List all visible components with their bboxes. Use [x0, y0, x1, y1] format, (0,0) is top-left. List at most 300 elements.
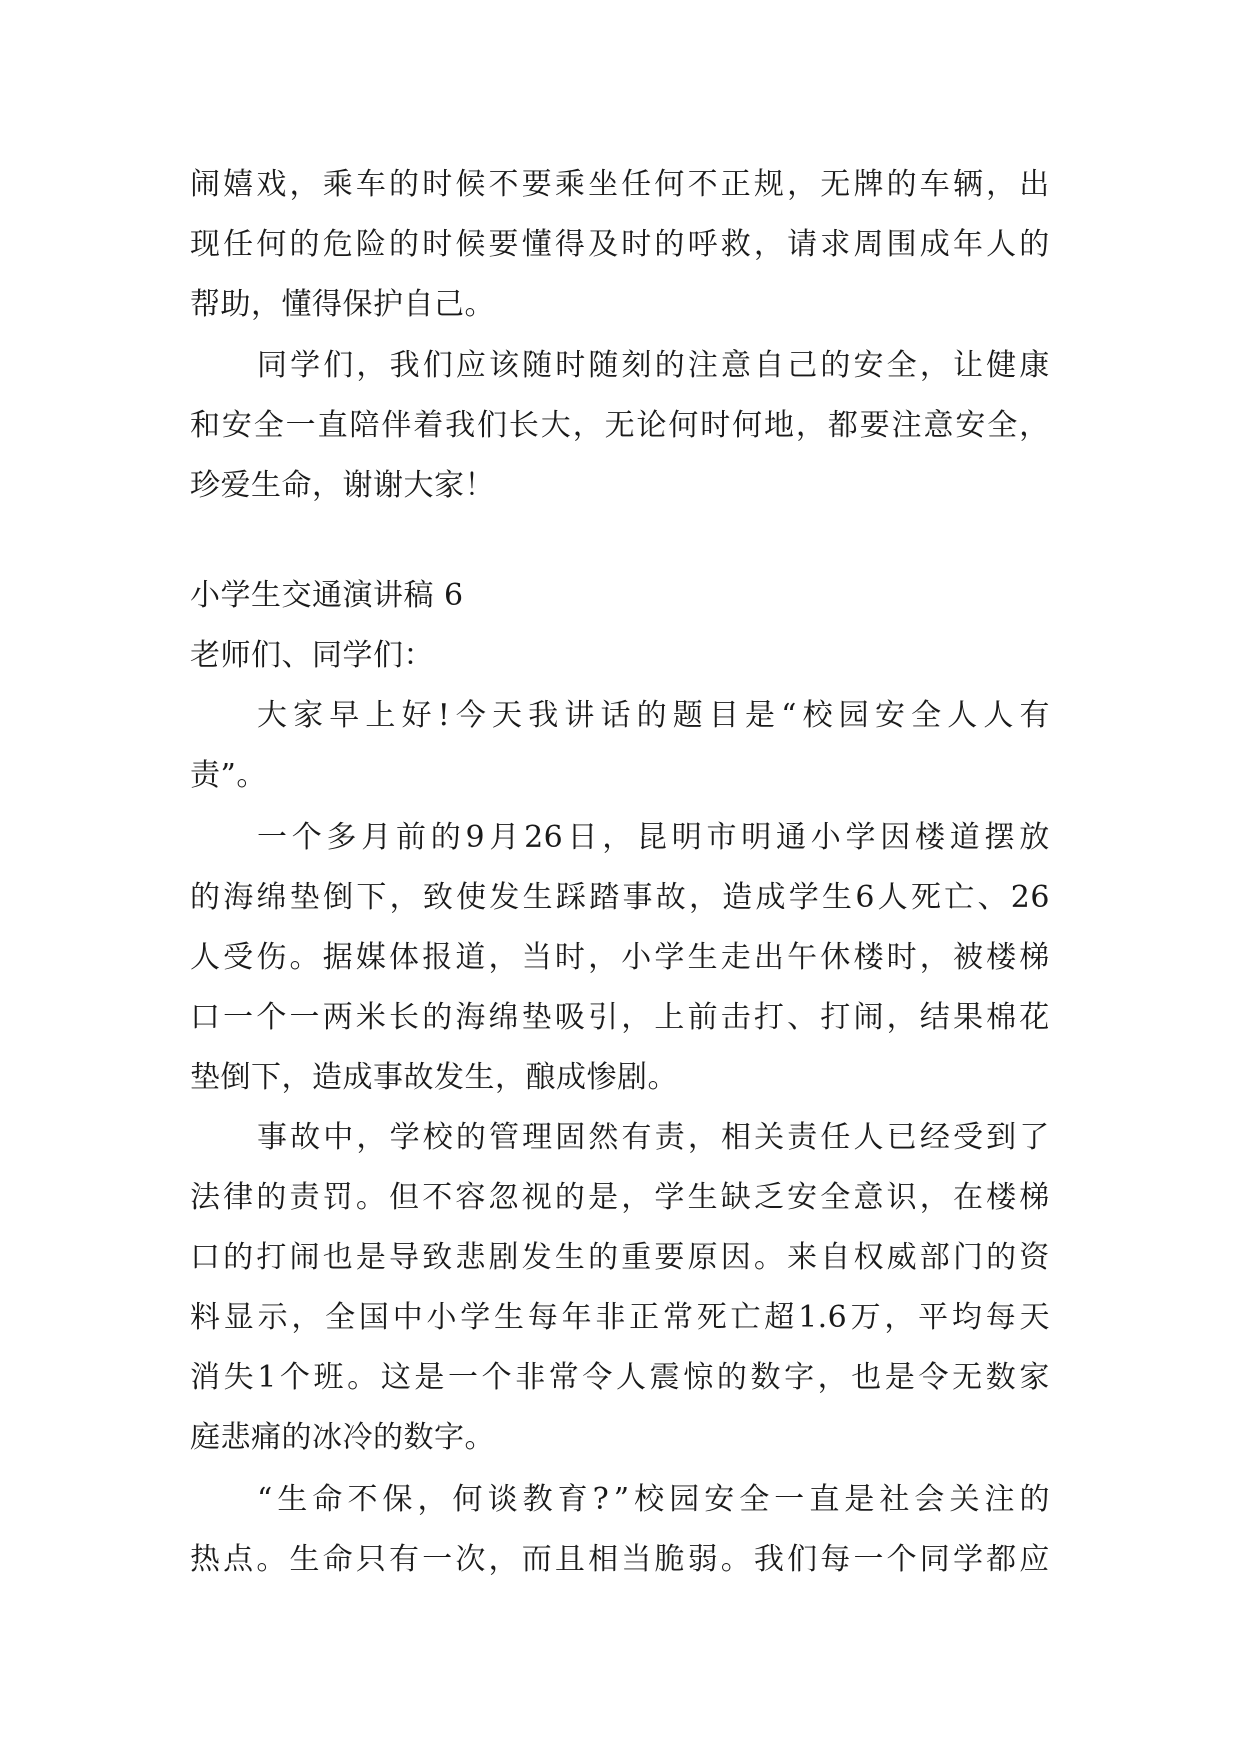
text-glyph: 引	[588, 1000, 619, 1035]
text-glyph: 热	[190, 1542, 221, 1577]
text-glyph: 园	[669, 1482, 700, 1517]
text-glyph: 受	[223, 940, 254, 975]
text-glyph: 社	[879, 1482, 910, 1517]
text-glyph: 不	[422, 1180, 453, 1215]
text-glyph: 何	[668, 408, 699, 443]
text-glyph: 1.6	[798, 1300, 848, 1335]
text-glyph: 全	[886, 348, 918, 383]
text-glyph: 一	[853, 1542, 884, 1577]
text-glyph: 己	[787, 348, 818, 383]
text-line	[190, 878, 1050, 918]
text-glyph: 个	[886, 1542, 918, 1577]
text-glyph: 报	[422, 940, 453, 975]
text-glyph: 口	[190, 1000, 221, 1035]
text-glyph: 意	[720, 348, 752, 383]
text-glyph: 平	[918, 1300, 949, 1335]
text-glyph: 责	[654, 1120, 686, 1155]
text-glyph: 戏	[256, 167, 287, 202]
text-glyph: 会	[914, 1482, 945, 1517]
text-glyph: 倒	[323, 880, 354, 915]
text-glyph: 围	[886, 227, 918, 262]
text-glyph: 出	[1019, 167, 1050, 202]
text-glyph: 当	[521, 940, 553, 975]
text-glyph: 我	[528, 698, 559, 733]
text-glyph: 命	[322, 1542, 354, 1577]
section-title: 小学生交通演讲稿 6	[190, 578, 464, 613]
text-glyph: 我	[389, 348, 421, 383]
text-glyph: 一	[774, 1482, 805, 1517]
text-glyph: 致	[422, 1240, 453, 1275]
text-glyph: ，	[588, 940, 619, 975]
text-glyph: 大	[257, 698, 288, 733]
text-glyph: 原	[687, 1240, 719, 1275]
text-glyph: 和	[190, 408, 221, 443]
text-glyph: 任	[621, 167, 652, 202]
text-glyph: 要	[521, 167, 553, 202]
text-glyph: 时	[422, 227, 453, 262]
text-glyph: 全	[739, 1482, 770, 1517]
text-glyph: 出	[753, 940, 785, 975]
text-glyph: 国	[358, 1300, 390, 1335]
text-glyph: 事	[257, 1120, 288, 1155]
text-glyph: “	[257, 1482, 273, 1517]
text-glyph: 受	[952, 1120, 984, 1155]
text-glyph: 何	[256, 227, 287, 262]
text-glyph: 权	[853, 1240, 884, 1275]
text-glyph: 险	[355, 227, 387, 262]
text-glyph: 生	[289, 1542, 321, 1577]
text-glyph: 人	[877, 880, 909, 915]
text-glyph: 小	[621, 940, 652, 975]
text-glyph: 大	[540, 408, 572, 443]
text-glyph: ，	[356, 1120, 387, 1155]
text-glyph: 都	[827, 408, 859, 443]
text-glyph: 家	[1019, 1360, 1050, 1395]
text-glyph: 请	[787, 227, 818, 262]
text-glyph: 天	[1019, 1300, 1050, 1335]
text-glyph: 只	[355, 1542, 387, 1577]
text-glyph: 论	[636, 408, 667, 443]
text-line	[190, 1298, 1050, 1338]
text-glyph: 一	[285, 408, 317, 443]
text-glyph: ，	[488, 940, 520, 975]
text-glyph: 令	[582, 1360, 613, 1395]
text-glyph: 有	[389, 1542, 420, 1577]
text-glyph: 。	[355, 1180, 387, 1215]
text-glyph: 休	[820, 940, 851, 975]
text-glyph: 的	[1019, 1482, 1050, 1517]
text-glyph: 26	[524, 820, 564, 855]
text-glyph: 求	[820, 227, 851, 262]
text-glyph: 生	[687, 1180, 719, 1215]
text-glyph: 年	[952, 227, 984, 262]
text-line	[257, 696, 1050, 736]
text-glyph: 发	[489, 880, 520, 915]
text-glyph: ，	[289, 167, 321, 202]
text-glyph: 地	[764, 408, 795, 443]
text-glyph: 着	[413, 408, 444, 443]
text-glyph: 闹	[853, 1000, 884, 1035]
text-glyph: 显	[223, 1300, 255, 1335]
text-glyph: 是	[745, 698, 776, 733]
text-glyph: 数	[750, 1360, 781, 1395]
text-glyph: 时	[422, 167, 453, 202]
text-glyph: 相	[588, 1542, 619, 1577]
text-glyph: 亡	[944, 880, 975, 915]
text-glyph: 律	[223, 1180, 254, 1215]
text-glyph: 因	[720, 1240, 752, 1275]
text-glyph: 上	[365, 698, 396, 733]
text-glyph: 早	[329, 698, 360, 733]
text-glyph: 楼	[986, 940, 1017, 975]
text-glyph: 生	[494, 1300, 525, 1335]
text-glyph: 数	[985, 1360, 1017, 1395]
text-glyph: 保	[382, 1482, 413, 1517]
text-glyph: 讲	[564, 698, 595, 733]
text-glyph: 缺	[720, 1180, 752, 1215]
text-glyph: ，	[886, 1000, 918, 1035]
text-glyph: “	[781, 698, 798, 733]
text-glyph: 重	[621, 1240, 652, 1275]
text-glyph: 的	[289, 227, 321, 262]
text-glyph: 的	[636, 698, 668, 733]
text-glyph: 得	[554, 227, 586, 262]
text-glyph: 走	[720, 940, 752, 975]
text-glyph: 的	[554, 1180, 586, 1215]
text-glyph: 惊	[683, 1360, 714, 1395]
text-glyph: ，	[621, 1180, 652, 1215]
text-glyph: 人	[616, 1360, 647, 1395]
text-glyph: 生	[687, 940, 719, 975]
text-glyph: 消	[190, 1360, 221, 1395]
text-glyph: 打	[820, 1000, 851, 1035]
text-glyph: 、	[787, 1000, 818, 1035]
text-glyph: 无	[604, 408, 636, 443]
text-glyph: 部	[919, 1240, 951, 1275]
text-glyph: 安	[853, 348, 885, 383]
text-glyph: 这	[380, 1360, 412, 1395]
text-glyph: 车	[355, 167, 387, 202]
text-glyph: 救	[720, 227, 752, 262]
text-glyph: ，	[389, 880, 421, 915]
text-glyph: 因	[880, 820, 911, 855]
text-glyph: 被	[952, 940, 984, 975]
text-glyph: 呼	[687, 227, 719, 262]
text-glyph: ，	[488, 1542, 520, 1577]
text-glyph: 到	[986, 1120, 1017, 1155]
text-glyph: 相	[720, 1120, 752, 1155]
text-glyph: 应	[1019, 1542, 1050, 1577]
text-glyph: 使	[456, 880, 487, 915]
text-glyph: 注	[984, 1482, 1015, 1517]
text-glyph: 候	[455, 227, 486, 262]
text-glyph: 当	[621, 1542, 652, 1577]
text-glyph: 无	[952, 1360, 983, 1395]
text-line	[257, 818, 1050, 858]
text-glyph: 的	[886, 167, 918, 202]
text-glyph: 的	[588, 1240, 619, 1275]
text-glyph: 全	[911, 698, 942, 733]
text-glyph: 威	[886, 1240, 918, 1275]
text-glyph: 市	[706, 820, 738, 855]
text-line	[190, 225, 1050, 265]
text-glyph: 自	[754, 348, 785, 383]
text-glyph: 题	[672, 698, 704, 733]
text-glyph: 导	[389, 1240, 420, 1275]
text-glyph: 一	[447, 1360, 479, 1395]
text-glyph: 结	[919, 1000, 951, 1035]
text-glyph: 剧	[488, 1240, 520, 1275]
text-line	[190, 998, 1050, 1038]
text-glyph: 责	[289, 1180, 321, 1215]
text-glyph: 小	[810, 820, 842, 855]
text-glyph: 。	[347, 1360, 378, 1395]
text-glyph: 踏	[589, 880, 620, 915]
text-glyph: 也	[322, 1240, 354, 1275]
text-glyph: 中	[392, 1300, 424, 1335]
text-glyph: 学	[654, 1180, 685, 1215]
text-glyph: 乏	[753, 1180, 785, 1215]
text-glyph: 媒	[355, 940, 387, 975]
text-glyph: 打	[753, 1000, 785, 1035]
text-glyph: 班	[313, 1360, 345, 1395]
text-glyph: 坐	[588, 167, 619, 202]
text-glyph: 而	[521, 1542, 553, 1577]
text-glyph: 月	[489, 820, 520, 855]
text-glyph: 校	[802, 698, 834, 733]
text-glyph: 个	[279, 1360, 311, 1395]
text-glyph: 的	[654, 227, 685, 262]
text-glyph: 死	[910, 880, 942, 915]
text-glyph: 前	[687, 1000, 719, 1035]
text-glyph: 垫	[521, 1000, 553, 1035]
text-glyph: 生	[522, 880, 554, 915]
text-glyph: 学	[952, 1542, 984, 1577]
text-glyph: 前	[396, 820, 427, 855]
text-glyph: 任	[820, 1120, 851, 1155]
text-glyph: 话	[600, 698, 631, 733]
text-glyph: ，	[753, 227, 785, 262]
text-glyph: 万	[850, 1300, 882, 1335]
text-glyph: 年	[561, 1300, 593, 1335]
text-glyph: 谈	[487, 1482, 519, 1517]
text-glyph: 资	[1019, 1240, 1050, 1275]
text-glyph: 健	[986, 348, 1017, 383]
text-glyph: 们	[477, 408, 508, 443]
text-glyph: 26	[1010, 880, 1050, 915]
text-glyph: 学	[460, 1300, 491, 1335]
text-glyph: 懂	[521, 227, 553, 262]
text-glyph: 但	[389, 1180, 420, 1215]
text-line	[257, 1118, 1050, 1158]
text-glyph: 理	[522, 1120, 553, 1155]
text-glyph: 危	[322, 227, 354, 262]
text-glyph: 日	[567, 820, 599, 855]
text-glyph: 人	[983, 698, 1014, 733]
text-glyph: 要	[654, 1240, 685, 1275]
text-glyph: 经	[919, 1120, 951, 1155]
text-line	[190, 1540, 1050, 1580]
text-glyph: 明	[741, 820, 772, 855]
text-glyph: 何	[732, 408, 763, 443]
text-glyph: 注	[687, 348, 719, 383]
text-glyph: 识	[886, 1180, 918, 1215]
text-glyph: 们	[422, 348, 454, 383]
text-glyph: ，	[621, 1000, 652, 1035]
text-glyph: 一	[422, 1542, 453, 1577]
salutation: 老师们、同学们：	[190, 638, 434, 673]
text-glyph: 育	[557, 1482, 589, 1517]
text-glyph: 的	[430, 820, 462, 855]
text-line	[190, 938, 1050, 978]
text-glyph: 同	[257, 348, 288, 383]
text-glyph: 嬉	[223, 167, 254, 202]
text-glyph: 也	[851, 1360, 882, 1395]
text-glyph: 康	[1019, 348, 1050, 383]
text-glyph: 已	[886, 1120, 918, 1155]
text-glyph: 海	[223, 880, 254, 915]
text-glyph: 法	[190, 1180, 221, 1215]
text-glyph: ，	[688, 880, 720, 915]
text-glyph: 安	[955, 408, 986, 443]
text-glyph: 弱	[687, 1542, 719, 1577]
text-glyph: 示	[257, 1300, 289, 1335]
text-glyph: 我	[445, 408, 476, 443]
text-glyph: 两	[322, 1000, 354, 1035]
text-glyph: 目	[708, 698, 740, 733]
text-glyph: 教	[522, 1482, 554, 1517]
text-glyph: 棉	[986, 1000, 1017, 1035]
text-glyph: 乘	[322, 167, 354, 202]
text-glyph: 辆	[952, 167, 984, 202]
text-glyph: 的	[716, 1360, 748, 1395]
text-glyph: 安	[704, 1482, 735, 1517]
text-glyph: 学	[788, 880, 820, 915]
text-glyph: 绵	[488, 1000, 520, 1035]
text-glyph: 人	[190, 940, 221, 975]
text-glyph: 米	[355, 1000, 387, 1035]
text-glyph: 的	[986, 1240, 1017, 1275]
text-glyph: 楼	[853, 940, 884, 975]
text-glyph: 。	[753, 1240, 785, 1275]
text-glyph: 校	[634, 1482, 665, 1517]
text-glyph: 门	[952, 1240, 984, 1275]
text-glyph: 然	[588, 1120, 619, 1155]
text-glyph: 时	[700, 408, 731, 443]
text-glyph: ，	[919, 940, 951, 975]
text-glyph: 意	[923, 408, 954, 443]
text-glyph: 候	[455, 167, 486, 202]
text-glyph: 现	[190, 227, 221, 262]
text-glyph: 长	[508, 408, 540, 443]
text-glyph: 是	[355, 1240, 387, 1275]
text-glyph: ，	[291, 1300, 322, 1335]
text-glyph: 体	[389, 940, 420, 975]
text-glyph: 同	[919, 1542, 951, 1577]
text-glyph: 任	[223, 227, 254, 262]
text-glyph: 该	[488, 348, 520, 383]
text-glyph: 及	[588, 227, 619, 262]
text-glyph: 的	[654, 348, 686, 383]
text-glyph: ，	[1019, 408, 1050, 443]
text-line: 责”。	[190, 758, 267, 793]
text-glyph: 死	[696, 1300, 728, 1335]
text-glyph: ，	[572, 408, 604, 443]
text-glyph: 是	[588, 1180, 619, 1215]
text-glyph: 的	[389, 167, 420, 202]
text-glyph: ，	[919, 1180, 951, 1215]
text-glyph: ”	[613, 1482, 630, 1517]
text-glyph: ，	[795, 408, 827, 443]
text-glyph: 非	[515, 1360, 546, 1395]
text-glyph: 6	[855, 880, 875, 915]
text-glyph: 悲	[455, 1240, 486, 1275]
text-glyph: 成	[919, 227, 951, 262]
text-glyph: 关	[949, 1482, 980, 1517]
text-glyph: 楼	[986, 1180, 1017, 1215]
text-glyph: 绵	[256, 880, 288, 915]
text-glyph: 常	[548, 1360, 580, 1395]
text-glyph: 的	[422, 1000, 453, 1035]
text-glyph: 明	[671, 820, 703, 855]
text-glyph: 乘	[554, 167, 586, 202]
text-glyph: 让	[952, 348, 984, 383]
text-glyph: 全	[325, 1300, 356, 1335]
text-glyph: 事	[622, 880, 653, 915]
text-glyph: 人	[853, 1120, 885, 1155]
text-glyph: 关	[754, 1120, 785, 1155]
text-glyph: 通	[776, 820, 807, 855]
text-glyph: 字	[784, 1360, 815, 1395]
text-glyph: 果	[952, 1000, 984, 1035]
text-glyph: 正	[629, 1300, 660, 1335]
text-glyph: 都	[986, 1542, 1017, 1577]
text-glyph: 视	[521, 1180, 553, 1215]
text-glyph: ，	[602, 820, 633, 855]
text-glyph: 非	[595, 1300, 626, 1335]
text-glyph: 不	[488, 167, 520, 202]
text-glyph: 震	[649, 1360, 681, 1395]
text-line: 帮助，懂得保护自己。	[190, 287, 495, 322]
text-glyph: 生	[554, 1240, 586, 1275]
text-glyph: 月	[361, 820, 392, 855]
text-glyph: 。	[289, 940, 321, 975]
text-glyph: ，	[817, 1360, 849, 1395]
text-glyph: 我	[753, 1542, 785, 1577]
text-glyph: 何	[654, 167, 685, 202]
text-glyph: 人	[986, 227, 1017, 262]
text-glyph: 放	[1019, 820, 1050, 855]
text-glyph: 1	[257, 1360, 277, 1395]
text-glyph: 伴	[381, 408, 412, 443]
text-glyph: 今	[455, 698, 487, 733]
text-glyph: 来	[787, 1240, 818, 1275]
text-glyph: 直	[809, 1482, 840, 1517]
text-glyph: 多	[326, 820, 357, 855]
text-line	[190, 1238, 1050, 1278]
text-glyph: 容	[455, 1180, 486, 1215]
text-glyph: ，	[919, 348, 951, 383]
text-glyph: 楼	[915, 820, 946, 855]
text-glyph: 不	[347, 1482, 378, 1517]
text-glyph: 无	[820, 167, 851, 202]
text-glyph: 据	[322, 940, 354, 975]
text-glyph: 海	[455, 1000, 486, 1035]
text-glyph: ，	[884, 1300, 915, 1335]
text-glyph: 不	[687, 167, 719, 202]
text-glyph: 全	[820, 1180, 851, 1215]
text-glyph: 学	[290, 348, 321, 383]
